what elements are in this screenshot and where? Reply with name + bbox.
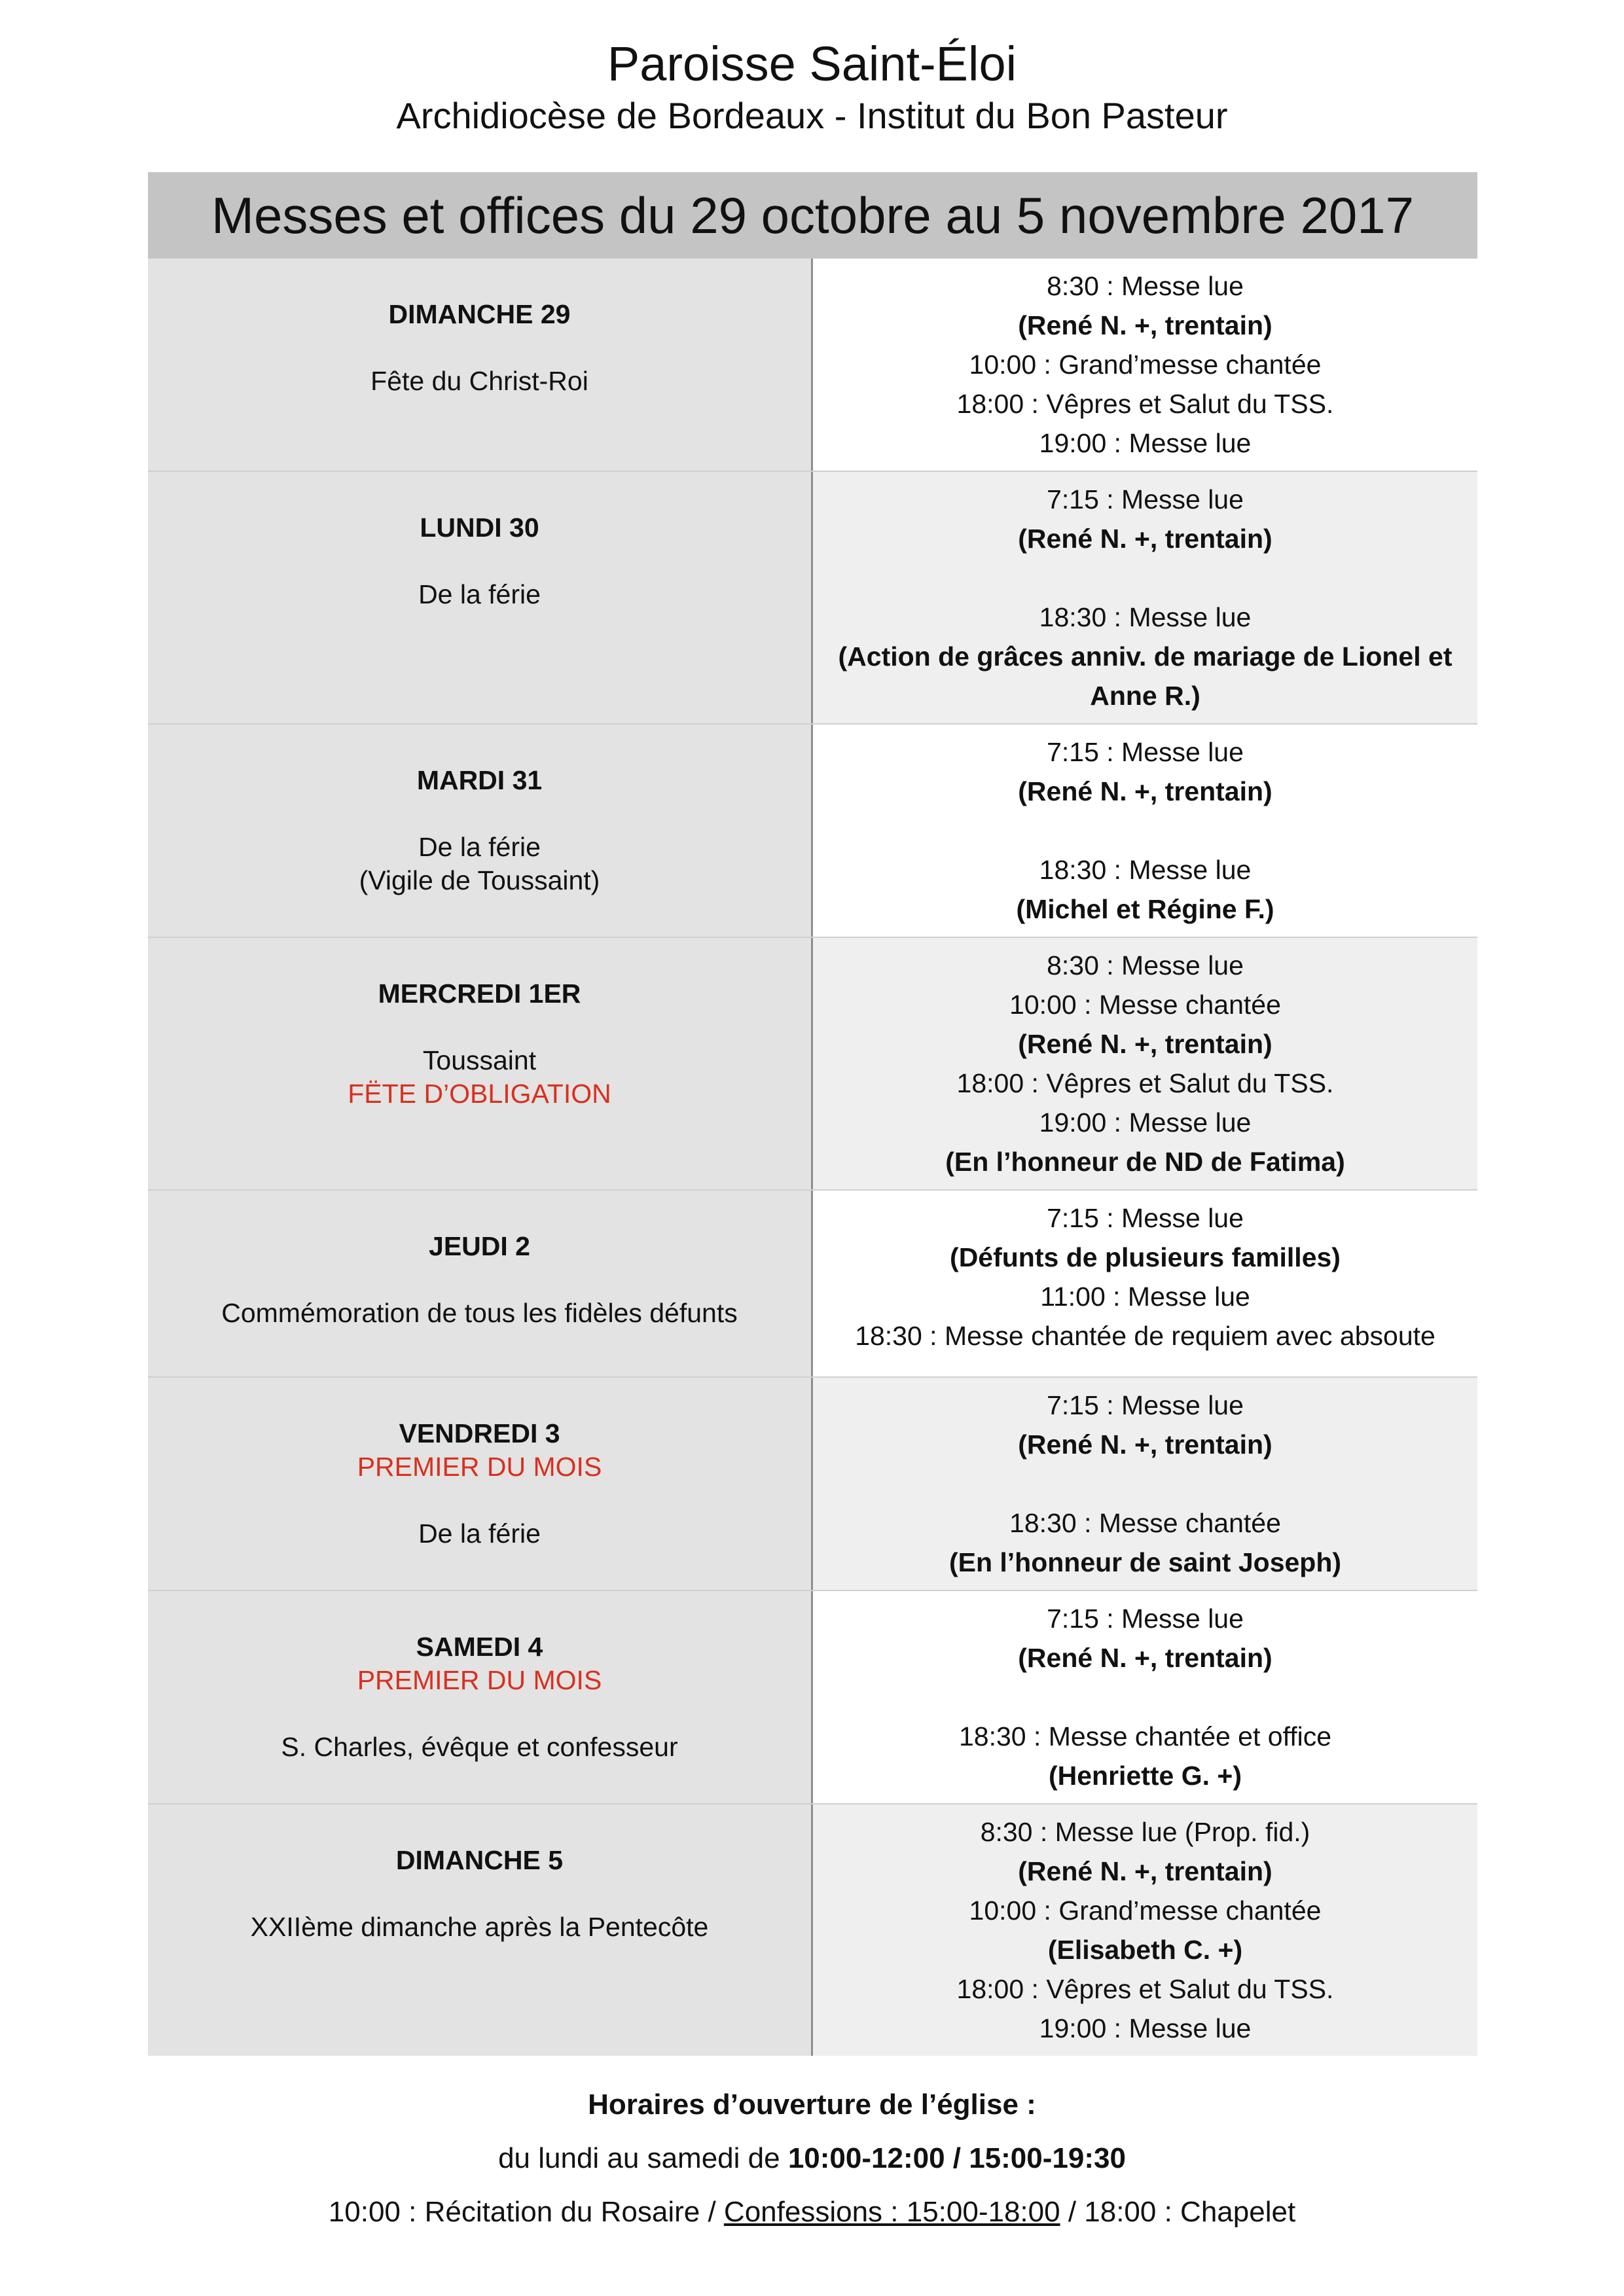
rosary-text: 10:00 : Récitation du Rosaire / — [328, 2196, 724, 2228]
feast-line: De la férie — [418, 1518, 541, 1549]
service-time: 18:00 : Vêpres et Salut du TSS. — [956, 1068, 1334, 1098]
mass-intention: (René N. +, trentain) — [1018, 1029, 1272, 1059]
mass-intention: (En l’honneur de ND de Fatima) — [945, 1147, 1345, 1177]
services-cell — [813, 259, 1477, 471]
mass-intention: (René N. +, trentain) — [1018, 776, 1272, 806]
service-time: 7:15 : Messe lue — [1047, 484, 1244, 514]
schedule-row — [148, 1590, 1477, 1803]
services-cell — [813, 1804, 1477, 2056]
service-time: 19:00 : Messe lue — [1039, 2013, 1252, 2043]
mass-intention: (René N. +, trentain) — [1018, 310, 1272, 340]
service-time: 8:30 : Messe lue — [1047, 271, 1244, 301]
parish-title: Paroisse Saint-Éloi — [607, 37, 1017, 91]
schedule-rows — [148, 259, 1477, 2056]
services-cell — [813, 1591, 1477, 1803]
feast-line: (Vigile de Toussaint) — [359, 865, 600, 895]
mass-intention: (René N. +, trentain) — [1018, 524, 1272, 554]
opening-hours-title: Horaires d’ouverture de l’église : — [588, 2089, 1036, 2121]
service-time: 7:15 : Messe lue — [1047, 737, 1244, 767]
service-time: 18:30 : Messe lue — [1039, 855, 1252, 885]
opening-hours-value: 10:00-12:00 / 15:00-19:30 — [787, 2142, 1126, 2174]
service-time: 10:00 : Grand’messe chantée — [969, 1895, 1322, 1926]
services-cell — [813, 472, 1477, 723]
day-cell — [148, 259, 813, 471]
services-cell — [813, 938, 1477, 1189]
feast-line: S. Charles, évêque et confesseur — [281, 1732, 678, 1762]
mass-intention: (René N. +, trentain) — [1018, 1643, 1272, 1673]
services-cell — [813, 1378, 1477, 1590]
feast-line: Toussaint — [422, 1045, 537, 1075]
service-time: 18:30 : Messe lue — [1039, 602, 1252, 632]
day-cell — [148, 938, 813, 1189]
schedule-row — [148, 259, 1477, 471]
day-name: MARDI 31 — [416, 765, 543, 795]
day-note: PREMIER DU MOIS — [357, 1452, 602, 1482]
service-time: 18:30 : Messe chantée — [1009, 1508, 1281, 1538]
parish-subtitle: Archidiocèse de Bordeaux - Institut du Bon Pasteur — [396, 95, 1228, 136]
mass-intention: (Elisabeth C. +) — [1047, 1935, 1243, 1965]
service-time: 7:15 : Messe lue — [1047, 1604, 1244, 1634]
service-time: 8:30 : Messe lue (Prop. fid.) — [980, 1817, 1310, 1847]
mass-intention: (Henriette G. +) — [1048, 1761, 1242, 1791]
service-time: 7:15 : Messe lue — [1047, 1390, 1244, 1420]
service-time: 11:00 : Messe lue — [1040, 1282, 1250, 1312]
service-time: 18:30 : Messe chantée et office — [958, 1721, 1332, 1751]
service-time: 19:00 : Messe lue — [1039, 428, 1252, 458]
service-time: 18:30 : Messe chantée de requiem avec absoute — [855, 1321, 1435, 1351]
mass-intention: (René N. +, trentain) — [1018, 1429, 1272, 1460]
service-time: 10:00 : Grand’messe chantée — [969, 350, 1322, 380]
schedule-row — [148, 471, 1477, 723]
service-time: 8:30 : Messe lue — [1047, 950, 1244, 980]
feast-note: FËTE D’OBLIGATION — [348, 1079, 611, 1109]
schedule-row — [148, 937, 1477, 1189]
blank-line — [826, 558, 1464, 598]
schedule-table — [148, 172, 1477, 2058]
confessions-text: Confessions : 15:00-18:00 — [723, 2196, 1060, 2228]
day-name: DIMANCHE 29 — [388, 299, 571, 329]
feast-line: XXIIème dimanche après la Pentecôte — [250, 1912, 709, 1942]
mass-intention: (Action de grâces anniv. de mariage de Lionel et Anne R.) — [838, 641, 1453, 711]
schedule-banner: Messes et offices du 29 octobre au 5 novembre 2017 — [148, 172, 1477, 259]
service-time: 7:15 : Messe lue — [1047, 1203, 1244, 1233]
services-cell — [813, 725, 1477, 937]
day-note: PREMIER DU MOIS — [357, 1665, 602, 1695]
schedule-row — [148, 1376, 1477, 1590]
day-cell — [148, 1191, 813, 1376]
day-cell — [148, 1591, 813, 1803]
schedule-row — [148, 723, 1477, 937]
mass-intention: (Michel et Régine F.) — [1016, 894, 1274, 924]
day-cell — [148, 472, 813, 723]
schedule-row — [148, 1803, 1477, 2056]
feast-line: Fête du Christ-Roi — [370, 366, 588, 396]
feast-line: De la férie — [418, 579, 541, 609]
opening-hours-line — [0, 2139, 1624, 2178]
mass-intention: (En l’honneur de saint Joseph) — [948, 1547, 1342, 1577]
day-name: JEUDI 2 — [429, 1231, 530, 1261]
service-time: 18:00 : Vêpres et Salut du TSS. — [956, 389, 1334, 419]
feast-line: De la férie — [418, 832, 541, 862]
day-name: SAMEDI 4 — [416, 1632, 543, 1662]
day-cell — [148, 725, 813, 937]
day-name: LUNDI 30 — [420, 512, 539, 543]
chaplet-text: / 18:00 : Chapelet — [1060, 2196, 1296, 2228]
blank-line — [826, 811, 1464, 850]
day-name: MERCREDI 1ER — [378, 978, 581, 1009]
service-time: 18:00 : Vêpres et Salut du TSS. — [956, 1974, 1334, 2004]
day-name: DIMANCHE 5 — [395, 1845, 564, 1875]
activities-line — [0, 2193, 1624, 2232]
day-cell — [148, 1378, 813, 1590]
feast-line: Commémoration de tous les fidèles défunts — [221, 1298, 738, 1328]
service-time: 19:00 : Messe lue — [1039, 1107, 1252, 1138]
opening-hours-prefix: du lundi au samedi de — [498, 2142, 788, 2174]
services-cell — [813, 1191, 1477, 1376]
schedule-row — [148, 1189, 1477, 1376]
blank-line — [826, 1464, 1464, 1503]
day-cell — [148, 1804, 813, 2056]
day-name: VENDREDI 3 — [399, 1418, 560, 1448]
service-time: 10:00 : Messe chantée — [1009, 990, 1281, 1020]
mass-intention: (René N. +, trentain) — [1018, 1856, 1272, 1886]
mass-intention: (Défunts de plusieurs familles) — [950, 1242, 1341, 1272]
blank-line — [826, 1677, 1464, 1717]
